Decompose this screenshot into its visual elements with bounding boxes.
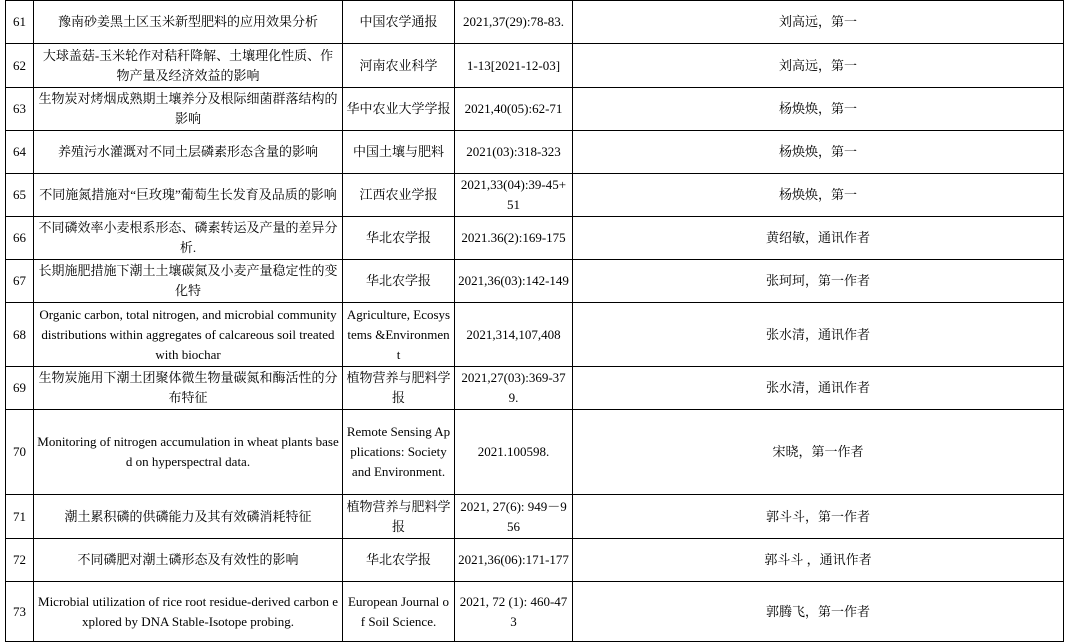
author-role: 郭斗斗，第一作者 <box>573 495 1064 539</box>
author-role: 张珂珂，第一作者 <box>573 260 1064 303</box>
row-number: 69 <box>6 367 34 410</box>
volume-pages: 2021,37(29):78-83. <box>455 1 573 44</box>
author-role: 杨焕焕，第一 <box>573 131 1064 174</box>
paper-title: Microbial utilization of rice root residue-derived carbon explored by DNA Stable-Isotope probing. <box>34 582 343 642</box>
paper-title: 长期施肥措施下潮土土壤碳氮及小麦产量稳定性的变化特 <box>34 260 343 303</box>
paper-title: Organic carbon, total nitrogen, and microbial community distributions within aggregates of calcareous soil treated with biochar <box>34 303 343 367</box>
table-row <box>6 44 1064 88</box>
row-number: 62 <box>6 44 34 88</box>
row-number: 67 <box>6 260 34 303</box>
author-role: 刘高远，第一 <box>573 44 1064 88</box>
journal-name: 华北农学报 <box>343 539 455 582</box>
table-row <box>6 367 1064 410</box>
journal-name: 华北农学报 <box>343 260 455 303</box>
author-role: 张水清，通讯作者 <box>573 303 1064 367</box>
paper-title: 生物炭对烤烟成熟期土壤养分及根际细菌群落结构的影响 <box>34 88 343 131</box>
journal-name: 江西农业学报 <box>343 174 455 217</box>
table-row <box>6 88 1064 131</box>
table-row <box>6 260 1064 303</box>
volume-pages: 2021.100598. <box>455 410 573 495</box>
author-role: 宋晓，第一作者 <box>573 410 1064 495</box>
paper-title: 不同磷肥对潮土磷形态及有效性的影响 <box>34 539 343 582</box>
journal-name: Agriculture, Ecosystems &Environment <box>343 303 455 367</box>
author-role: 张水清，通讯作者 <box>573 367 1064 410</box>
paper-title: 不同磷效率小麦根系形态、磷素转运及产量的差异分析. <box>34 217 343 260</box>
table-row <box>6 495 1064 539</box>
row-number: 71 <box>6 495 34 539</box>
paper-title: 生物炭施用下潮土团聚体微生物量碳氮和酶活性的分布特征 <box>34 367 343 410</box>
volume-pages: 1-13[2021-12-03] <box>455 44 573 88</box>
row-number: 65 <box>6 174 34 217</box>
journal-name: 植物营养与肥料学报 <box>343 495 455 539</box>
journal-name: 华北农学报 <box>343 217 455 260</box>
table-row <box>6 410 1064 495</box>
paper-title: 不同施氮措施对“巨玫瑰”葡萄生长发育及品质的影响 <box>34 174 343 217</box>
author-role: 郭腾飞，第一作者 <box>573 582 1064 642</box>
volume-pages: 2021,314,107,408 <box>455 303 573 367</box>
author-role: 刘高远，第一 <box>573 1 1064 44</box>
volume-pages: 2021,36(06):171-177 <box>455 539 573 582</box>
author-role: 杨焕焕，第一 <box>573 174 1064 217</box>
row-number: 73 <box>6 582 34 642</box>
table-row <box>6 131 1064 174</box>
table-row <box>6 539 1064 582</box>
author-role: 郭斗斗 ，通讯作者 <box>573 539 1064 582</box>
journal-name: Remote Sensing Applications: Society and Environment. <box>343 410 455 495</box>
publication-table <box>5 0 1064 642</box>
row-number: 70 <box>6 410 34 495</box>
row-number: 72 <box>6 539 34 582</box>
paper-title: 潮土累积磷的供磷能力及其有效磷消耗特征 <box>34 495 343 539</box>
volume-pages: 2021,27(03):369-379. <box>455 367 573 410</box>
volume-pages: 2021(03):318-323 <box>455 131 573 174</box>
journal-name: 植物营养与肥料学报 <box>343 367 455 410</box>
journal-name: European Journal of Soil Science. <box>343 582 455 642</box>
paper-title: 养殖污水灌溉对不同土层磷素形态含量的影响 <box>34 131 343 174</box>
author-role: 杨焕焕，第一 <box>573 88 1064 131</box>
table-row <box>6 174 1064 217</box>
volume-pages: 2021,33(04):39-45+51 <box>455 174 573 217</box>
paper-title: Monitoring of nitrogen accumulation in wheat plants based on hyperspectral data. <box>34 410 343 495</box>
author-role: 黄绍敏，通讯作者 <box>573 217 1064 260</box>
table-row <box>6 582 1064 642</box>
paper-title: 大球盖菇-玉米轮作对秸秆降解、土壤理化性质、作物产量及经济效益的影响 <box>34 44 343 88</box>
paper-title: 豫南砂姜黑土区玉米新型肥料的应用效果分析 <box>34 1 343 44</box>
volume-pages: 2021,36(03):142-149 <box>455 260 573 303</box>
table-row <box>6 303 1064 367</box>
volume-pages: 2021, 27(6): 949－956 <box>455 495 573 539</box>
volume-pages: 2021.36(2):169-175 <box>455 217 573 260</box>
row-number: 66 <box>6 217 34 260</box>
journal-name: 华中农业大学学报 <box>343 88 455 131</box>
row-number: 64 <box>6 131 34 174</box>
volume-pages: 2021,40(05):62-71 <box>455 88 573 131</box>
journal-name: 中国农学通报 <box>343 1 455 44</box>
row-number: 61 <box>6 1 34 44</box>
volume-pages: 2021, 72 (1): 460-473 <box>455 582 573 642</box>
journal-name: 中国土壤与肥料 <box>343 131 455 174</box>
journal-name: 河南农业科学 <box>343 44 455 88</box>
publication-table-body <box>6 1 1064 642</box>
table-row <box>6 1 1064 44</box>
row-number: 63 <box>6 88 34 131</box>
table-row <box>6 217 1064 260</box>
row-number: 68 <box>6 303 34 367</box>
